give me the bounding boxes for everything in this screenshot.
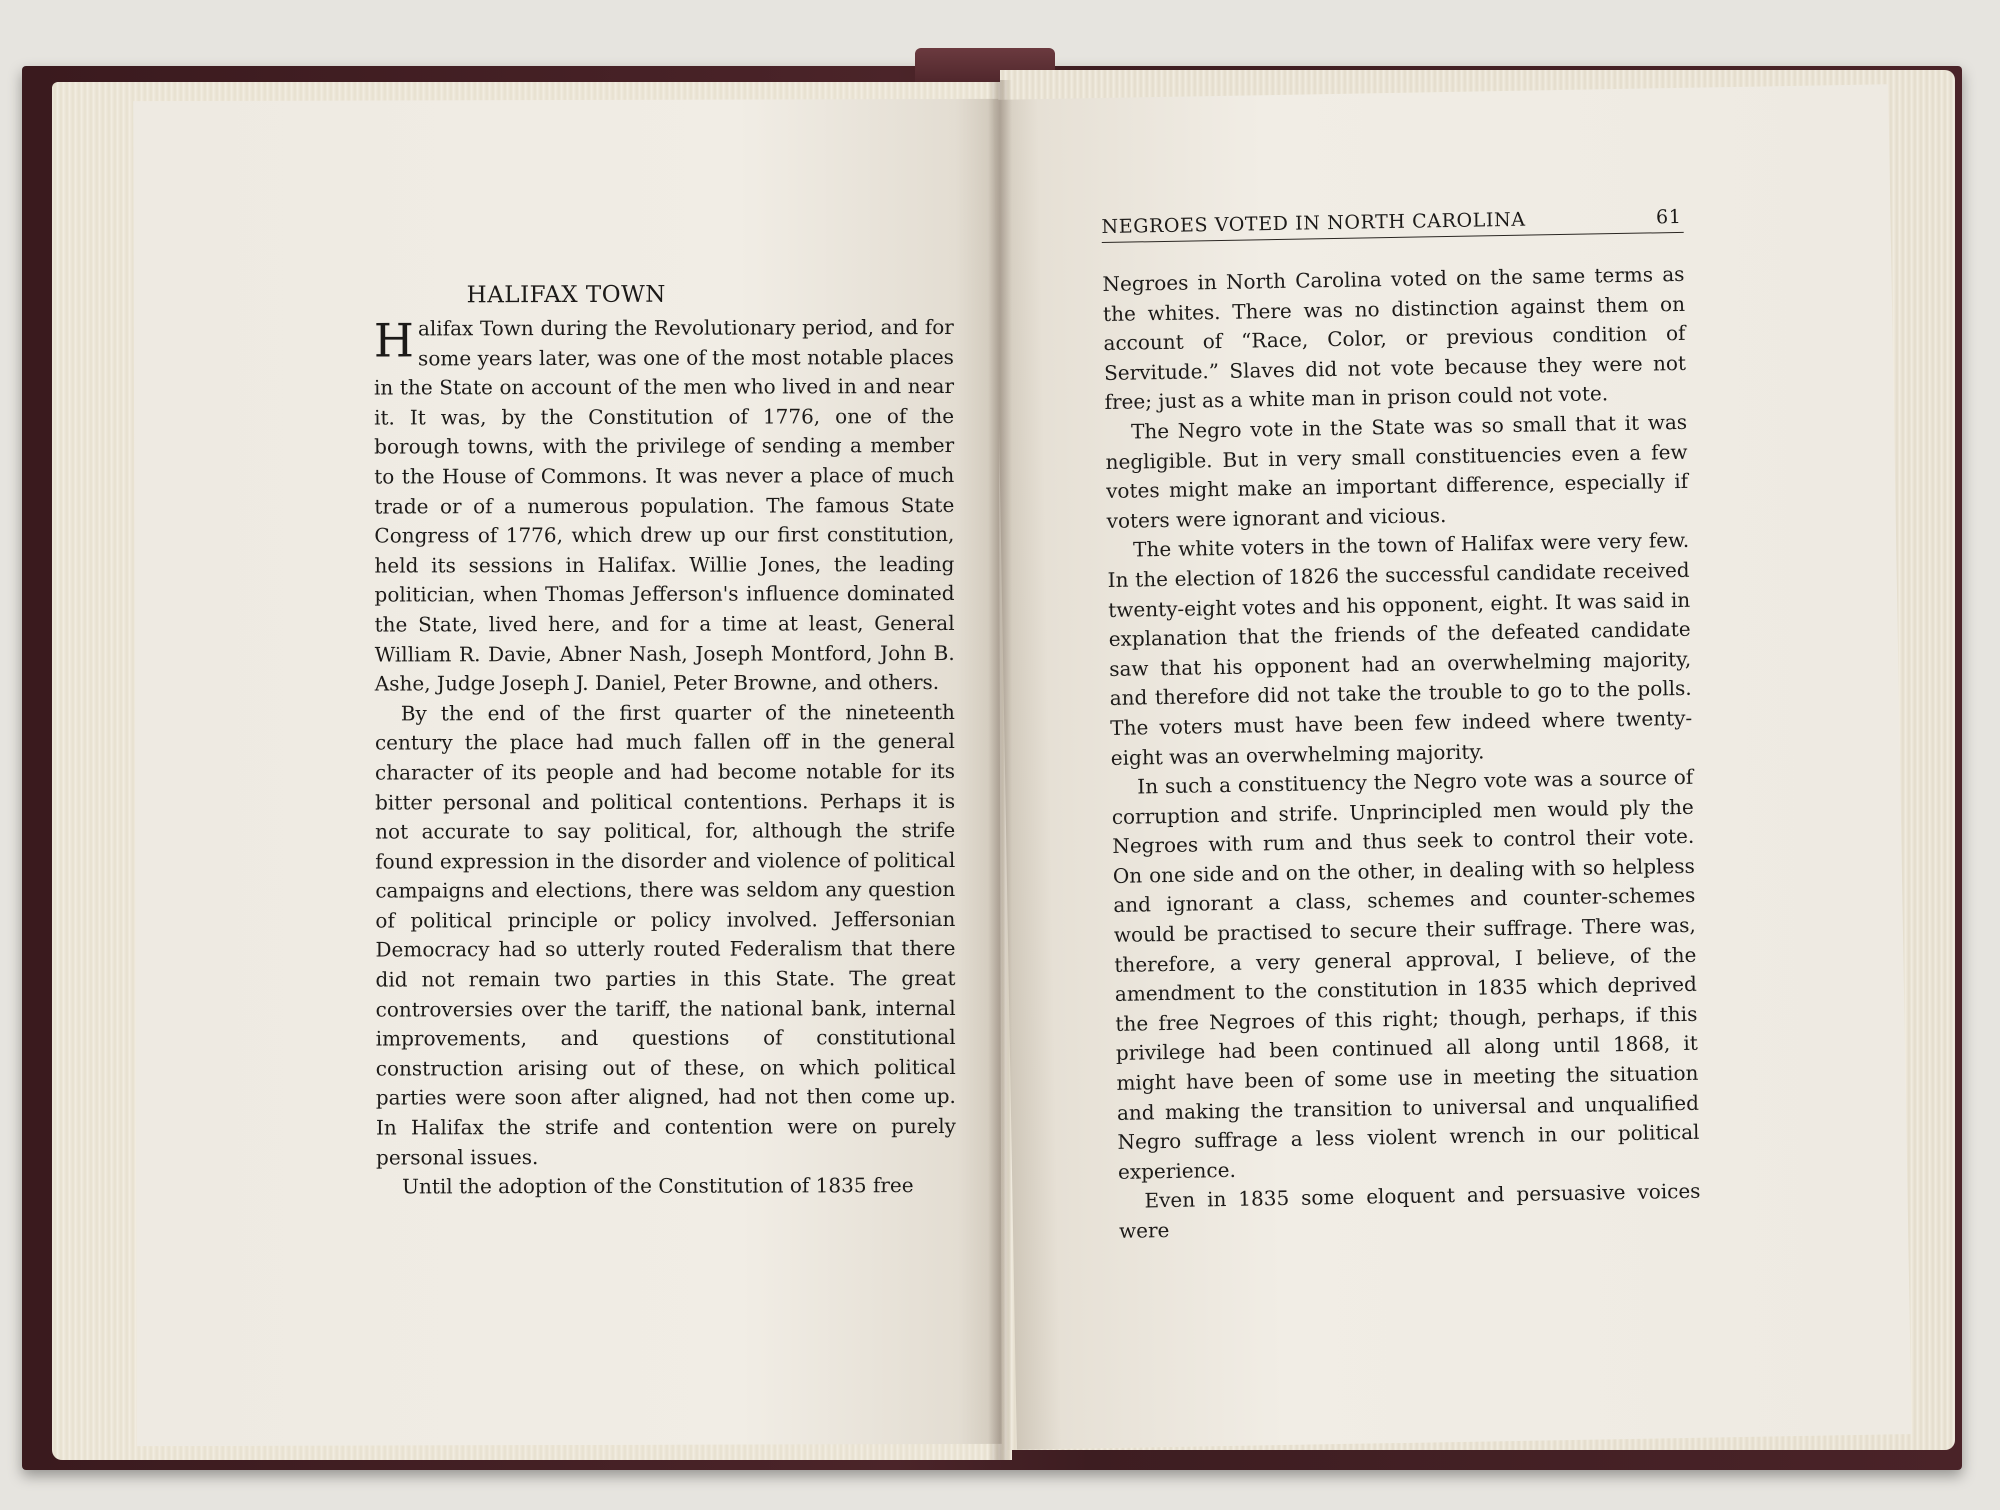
left-page [133, 99, 1002, 1446]
paragraph: Even in 1835 some eloquent and persuasive voices were [1118, 1179, 1701, 1243]
paragraph: Until the adoption of the Constitution of 1835 free [402, 1173, 914, 1199]
running-head-title: NEGROES VOTED IN NORTH CAROLINA [1101, 208, 1526, 239]
paragraph: Negroes in North Carolina voted on the same terms as the whites. There was no distinction against them on account of “Race, Color, or previous condition of Servitude.” Slaves did not vote because they were not free; just as a white man in prison could not vote. [1102, 261, 1687, 415]
drop-cap: H [373, 313, 415, 368]
paragraph: In such a constituency the Negro vote was a source of corruption and strife. Unprincipled men would ply the Negroes with rum and thus seek to control their vote. On one side and on the other, in dealing with so helpless and ignorant a class, schemes and counter-schemes would be practised to secure their suffrage. There was, therefore, a very general approval, I believe, of the amendment to the constitution in 1835 which deprived the free Negroes of this right; though, perhaps, if this privilege had been continued all along until 1868, it might have been of some use in meeting the situation and making the transition to universal and unqualified Negro suffrage a less violent wrench in our political experience. [1111, 764, 1700, 1184]
paragraph: The Negro vote in the State was so small that it was negligible. But in very small constituencies even a few votes might make an important difference, especially if voters were ignorant and vicious. [1105, 409, 1689, 533]
left-page-text [374, 313, 956, 1202]
paragraph: By the end of the first quarter of the nineteenth century the place had much fallen off in the general character of its people and had become notable for its bitter personal and political contentions. Perhaps it is not accurate to say political, for, although the strife found expression in the disorder and violence of political campaigns and elections, there was seldom any question of political principle or policy involved. Jeffersonian Democracy had so utterly routed Federalism that there did not remain two parties in this State. The great controversies over the tariff, the national bank, internal improvements, and questions of constitutional construction arising out of these, on which political parties were soon after aligned, had not then come up. In Halifax the strife and contention were on purely personal issues. [374, 699, 956, 1170]
paragraph: The white voters in the town of Halifax were very few. In the election of 1826 the successful candidate received twenty-eight votes and his opponent, eight. It was said in explanation that the friends of the defeated candidate saw that his opponent had an overwhelming majority, and therefore did not take the trouble to go to the polls. The voters must have been few indeed where twenty-eight was an overwhelming majority. [1107, 528, 1693, 770]
paragraph [374, 313, 955, 699]
page-number: 61 [1655, 205, 1682, 229]
right-page-text [1102, 260, 1701, 1247]
running-head [1101, 206, 1683, 243]
chapter-title: HALIFAX TOWN [466, 281, 666, 309]
paragraph-text: alifax Town during the Revolutionary period, and for some years later, was one of the most notable places in the State on account of the men who lived in and near it. It was, by the Constitution of 1776, one of the borough towns, with the privilege of sending a member to the House of Commons. It was never a place of much trade or of a numerous population. The famous State Congress of 1776, which drew up our first constitution, held its sessions in Halifax. Willie Jones, the leading politician, when Thomas Jefferson's influence dominated the State, lived here, and for a time at least, General William R. Davie, Abner Nash, Joseph Montford, John B. Ashe, Judge Joseph J. Daniel, Peter Browne, and others. [373, 314, 955, 696]
right-page [993, 84, 1911, 1449]
gutter-shadow [988, 80, 1012, 1460]
